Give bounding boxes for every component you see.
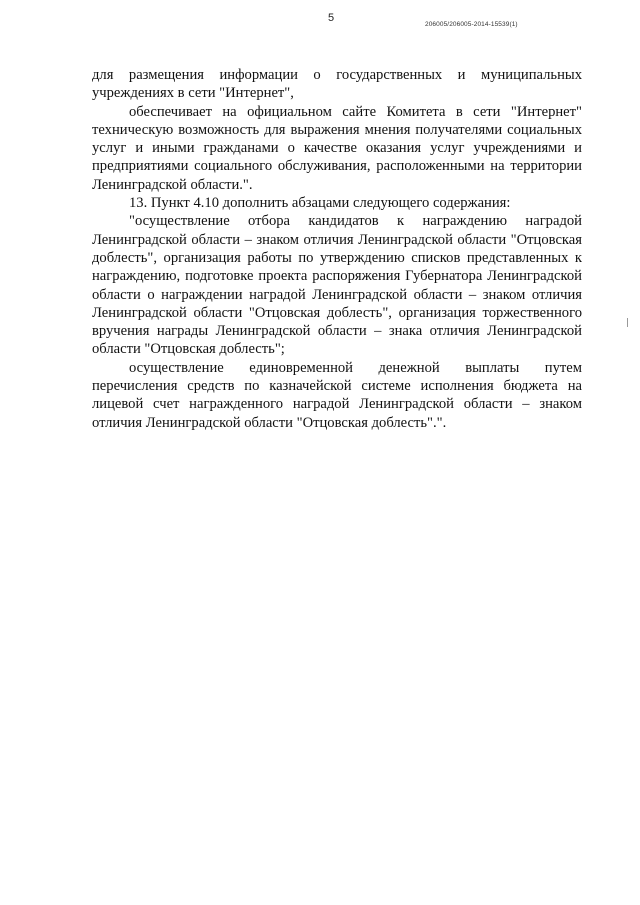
page-number: 5	[328, 12, 335, 24]
paragraph-website-feedback: обеспечивает на официальном сайте Комитета в сети "Интернет" техническую возможность для выражения мнения получателями социальных услуг и иными гражданами о качестве оказания услуг учреждениями и предприятиями социального обслуживания, расположенными на территории Ленинградской области.".	[92, 103, 582, 193]
paragraph-item-13: 13. Пункт 4.10 дополнить абзацами следующего содержания:	[129, 195, 511, 212]
scan-edge-mark	[627, 318, 628, 327]
paragraph-award-selection: "осуществление отбора кандидатов к награждению наградой Ленинградской области – знаком отличия Ленинградской области "Отцовская доблесть", организация работы по утверждению списков представленных к награждению, подготовке проекта распоряжения Губернатора Ленинградской области о награждении наградой Ленинградской области – знаком отличия Ленинградской области "Отцовская доблесть", организация торжественного вручения награды Ленинградской области – знака отличия Ленинградской области "Отцовская доблесть";	[92, 213, 582, 358]
document-code: 206005/206005-2014-15539(1)	[425, 21, 518, 28]
paragraph-continuation: для размещения информации о государственных и муниципальных учреждениях в сети "Интернет",	[92, 67, 582, 102]
document-body	[92, 66, 582, 432]
paragraph-lump-sum-payment: осуществление единовременной денежной выплаты путем перечисления средств по казначейской системе исполнения бюджета на лицевой счет награжденного наградой Ленинградской области – знаком отличия Ленинградской области "Отцовская доблесть".".	[92, 359, 582, 431]
